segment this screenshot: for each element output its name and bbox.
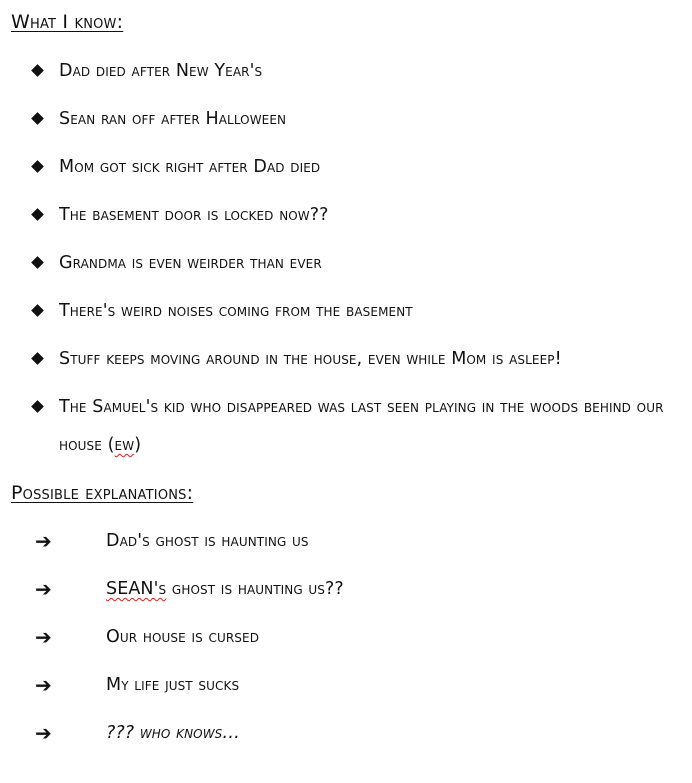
list-item-text-part: ) — [134, 435, 142, 455]
diamond-bullet-icon — [31, 304, 44, 317]
arrow-right-icon: ➔ — [35, 577, 52, 601]
list-item-text: The basement door is locked now?? — [59, 205, 329, 225]
diamond-bullet-icon — [31, 256, 44, 269]
list-item-text-part: The Samuel's kid who disappeared was last seen playing in the woods behind our house ( — [59, 397, 664, 455]
possible-explanations-heading: Possible explanations: — [11, 482, 194, 504]
spellcheck-flagged-word[interactable]: SEAN's — [106, 579, 167, 599]
spellcheck-flagged-word[interactable]: ew — [114, 435, 135, 455]
list-item-text-part: ghost is haunting us?? — [166, 579, 344, 599]
diamond-bullet-icon — [31, 352, 44, 365]
list-item-text: Grandma is even weirder than ever — [59, 253, 322, 273]
diamond-bullet-icon — [31, 160, 44, 173]
list-item-text: Dad died after New Year's — [59, 61, 263, 81]
diamond-bullet-icon — [31, 64, 44, 77]
list-item-text: Mom got sick right after Dad died — [59, 157, 321, 177]
list-item-text — [59, 388, 681, 464]
diamond-bullet-icon — [31, 400, 44, 413]
list-item-text: Dad's ghost is haunting us — [106, 531, 309, 551]
list-item-text: There's weird noises coming from the basement — [59, 301, 413, 321]
arrow-right-icon: ➔ — [35, 721, 52, 745]
list-item-text: Sean ran off after Halloween — [59, 109, 287, 129]
list-item-text: My life just sucks — [106, 675, 240, 695]
diamond-bullet-icon — [31, 208, 44, 221]
arrow-right-icon: ➔ — [35, 529, 52, 553]
arrow-right-icon: ➔ — [35, 673, 52, 697]
list-item-text: ??? who knows… — [106, 723, 240, 743]
list-item-text — [106, 577, 344, 601]
what-i-know-heading: What I know: — [11, 11, 124, 33]
arrow-right-icon: ➔ — [35, 625, 52, 649]
diamond-bullet-icon — [31, 112, 44, 125]
list-item-text: Our house is cursed — [106, 627, 260, 647]
list-item-text: Stuff keeps moving around in the house, even while Mom is asleep! — [59, 349, 562, 369]
